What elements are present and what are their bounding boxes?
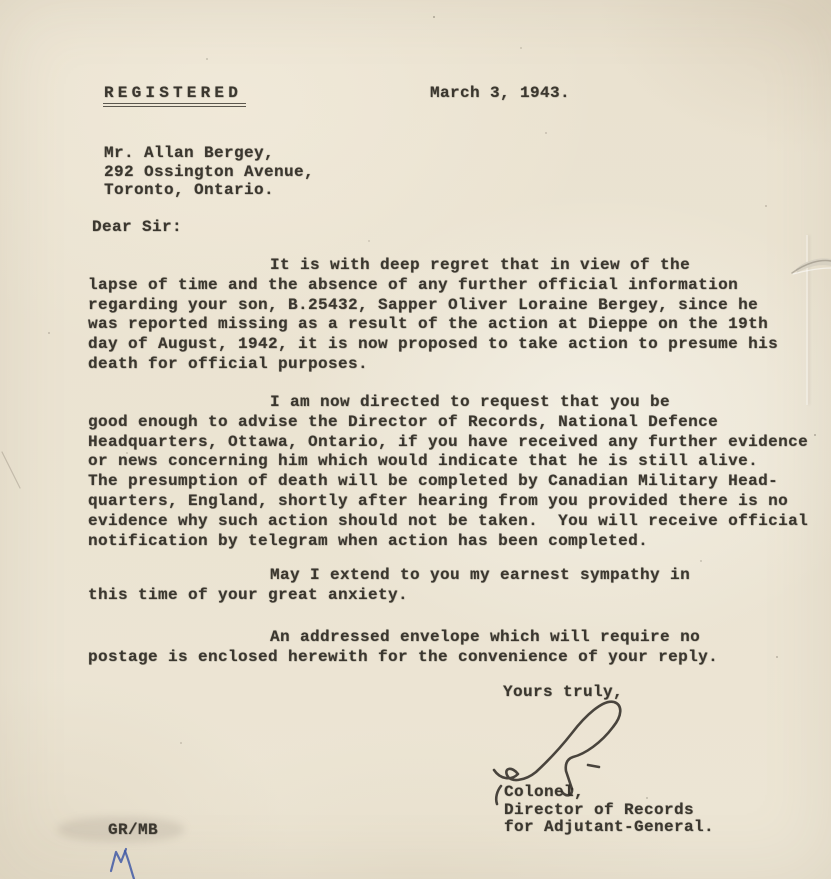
letter-line: evidence why such action should not be taken. You will receive official — [88, 511, 809, 530]
signer-title-line: Colonel, — [504, 783, 585, 801]
address-line: Mr. Allan Bergey, — [104, 144, 275, 162]
body-paragraph-1 — [88, 256, 778, 375]
salutation: Dear Sir: — [92, 218, 183, 236]
letter-line: this time of your great anxiety. — [88, 585, 409, 604]
typist-initials: GR/MB — [108, 821, 159, 839]
body-paragraph-4 — [88, 628, 718, 668]
letter-line: I am now directed to request that you be — [270, 393, 671, 411]
letter-line: or news concerning him which would indicate that he is still alive. — [88, 452, 759, 471]
letter-line: lapse of time and the absence of any further official information — [88, 275, 739, 294]
recipient-address — [104, 144, 314, 200]
address-line: Toronto, Ontario. — [104, 181, 275, 200]
valediction: Yours truly, — [503, 683, 624, 701]
letter-line: death for official purposes. — [88, 354, 369, 373]
letter-line: regarding your son, B.25432, Sapper Oliver Loraine Bergey, since he — [88, 295, 759, 314]
letter-line: postage is enclosed herewith for the convenience of your reply. — [88, 647, 719, 666]
letter-line: Headquarters, Ottawa, Ontario, if you have received any further evidence — [88, 432, 809, 451]
paper-crease-left — [2, 452, 20, 488]
letter-line: day of August, 1942, it is now proposed to take action to presume his — [88, 335, 779, 354]
address-line: 292 Ossington Avenue, — [104, 162, 315, 181]
letter-line: quarters, England, shortly after hearing from you provided there is no — [88, 491, 789, 510]
signer-title-line: Director of Records — [504, 800, 695, 819]
blue-ink-mark-icon — [111, 849, 134, 879]
paper-tear-crease — [792, 258, 831, 274]
letter-line: good enough to advise the Director of Records, National Defence — [88, 412, 719, 431]
letter-line: An addressed envelope which will require no — [270, 628, 701, 646]
letter-line: The presumption of death will be completed by Canadian Military Head- — [88, 472, 779, 491]
signer-block — [504, 784, 714, 837]
letter-line: It is with deep regret that in view of the — [270, 256, 691, 274]
signer-title-line: for Adjutant-General. — [504, 818, 715, 837]
letter-line: was reported missing as a result of the action at Dieppe on the 19th — [88, 315, 769, 334]
registered-label: REGISTERED — [103, 84, 246, 107]
paper-fold-crease — [806, 235, 808, 405]
body-paragraph-2 — [88, 393, 808, 551]
letter-line: May I extend to you my earnest sympathy in — [270, 566, 691, 584]
date-line: March 3, 1943. — [430, 84, 571, 102]
letter-line: notification by telegram when action has been completed. — [88, 531, 649, 550]
body-paragraph-3 — [88, 566, 690, 606]
paper-specks — [0, 0, 2, 2]
